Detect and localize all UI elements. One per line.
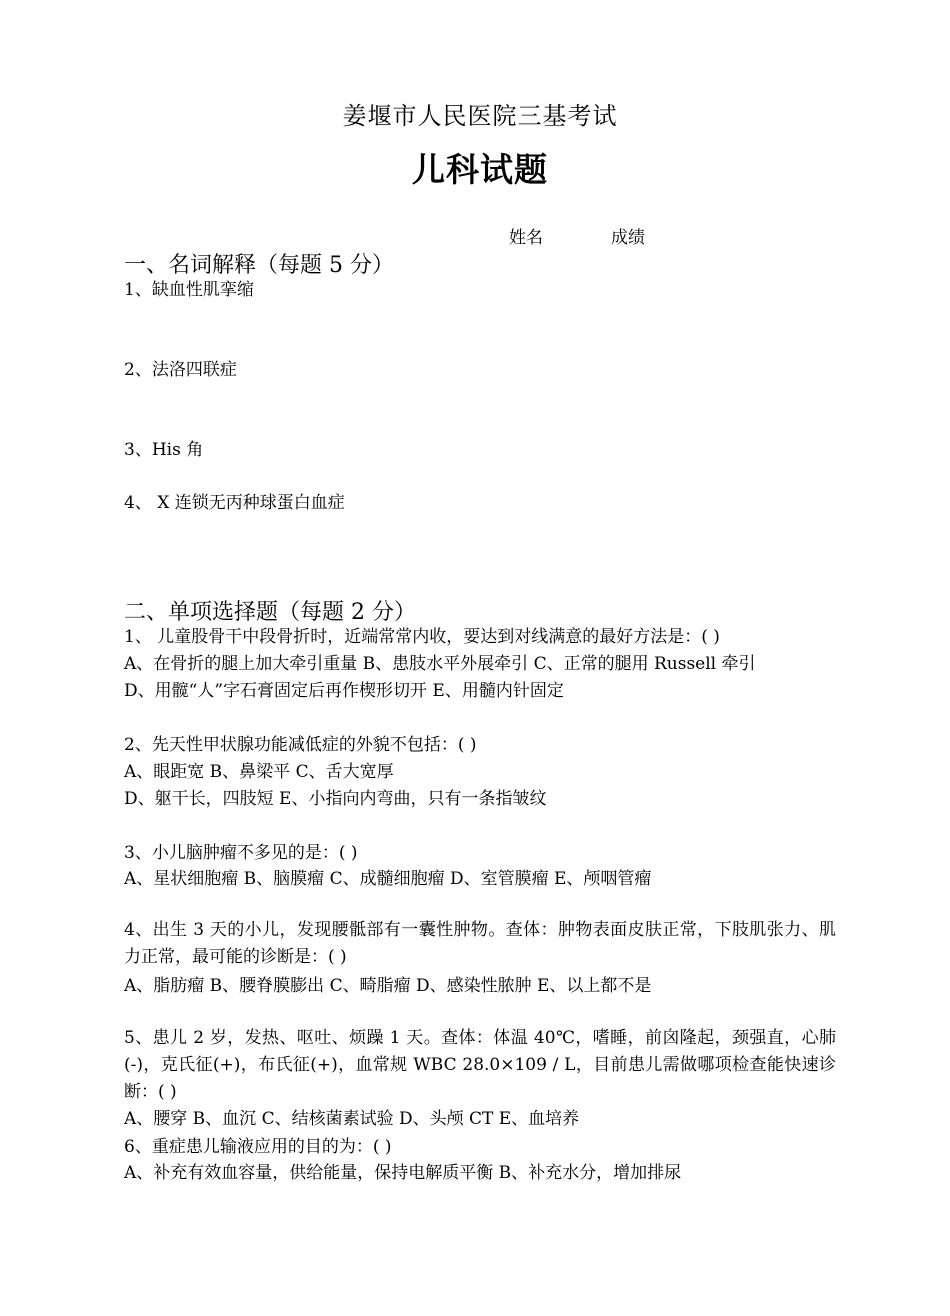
q2-options-line2: D、躯干长，四肢短 E、小指向内弯曲，只有一条指皱纹 — [124, 789, 547, 809]
q1-options-line1: A、在骨折的腿上加大牵引重量 B、患肢水平外展牵引 C、正常的腿用 Russell 牵引 — [124, 654, 756, 674]
q1-options-line2: D、用髋“人”字石膏固定后再作楔形切开 E、用髓内针固定 — [124, 681, 564, 701]
subject-title: 儿科试题 — [412, 150, 548, 189]
name-score-line — [509, 223, 645, 248]
term-item-2: 2、法洛四联症 — [124, 360, 237, 380]
section2-title: 二、单项选择题（每题 2 分） — [124, 600, 416, 625]
q2-stem: 2、先天性甲状腺功能减低症的外貌不包括：( ) — [124, 735, 477, 755]
q4-options-line1: A、脂肪瘤 B、腰脊膜膨出 C、畸脂瘤 D、感染性脓肿 E、以上都不是 — [124, 976, 652, 996]
score-label: 成绩 — [611, 228, 645, 248]
q1-stem: 1、 儿童股骨干中段骨折时，近端常常内收，要达到对线满意的最好方法是：( ) — [124, 627, 720, 647]
q5-stem: 5、患儿 2 岁，发热、呕吐、烦躁 1 天。查体：体温 40℃，嗜睡，前囟隆起，颈强直，心肺(-)，克氏征(+)，布氏征(+)，血常规 WBC 28.0×109 / L，目前患儿需做哪项检查能快速诊断：( ) — [124, 1028, 836, 1102]
name-label: 姓名 — [509, 228, 543, 248]
q6-stem: 6、重症患儿输液应用的目的为：( ) — [124, 1137, 392, 1157]
term-item-4: 4、 X 连锁无丙种球蛋白血症 — [124, 493, 345, 513]
q3-options-line1: A、星状细胞瘤 B、脑膜瘤 C、成髓细胞瘤 D、室管膜瘤 E、颅咽管瘤 — [124, 869, 652, 889]
q3-stem: 3、小儿脑肿瘤不多见的是：( ) — [124, 843, 358, 863]
q5-options-line1: A、腰穿 B、血沉 C、结核菌素试验 D、头颅 CT E、血培养 — [124, 1109, 580, 1129]
section1-title: 一、名词解释（每题 5 分） — [124, 253, 394, 278]
term-item-3: 3、His 角 — [124, 440, 204, 460]
q4-stem: 4、出生 3 天的小儿，发现腰骶部有一囊性肿物。查体：肿物表面皮肤正常，下肢肌张力、肌力正常，最可能的诊断是：( ) — [124, 920, 836, 967]
q2-options-line1: A、眼距宽 B、鼻梁平 C、舌大宽厚 — [124, 762, 394, 782]
term-item-1: 1、缺血性肌挛缩 — [124, 280, 254, 300]
q6-options-line1: A、补充有效血容量，供给能量，保持电解质平衡 B、补充水分，增加排尿 — [124, 1163, 682, 1183]
hospital-title: 姜堰市人民医院三基考试 — [342, 102, 618, 130]
